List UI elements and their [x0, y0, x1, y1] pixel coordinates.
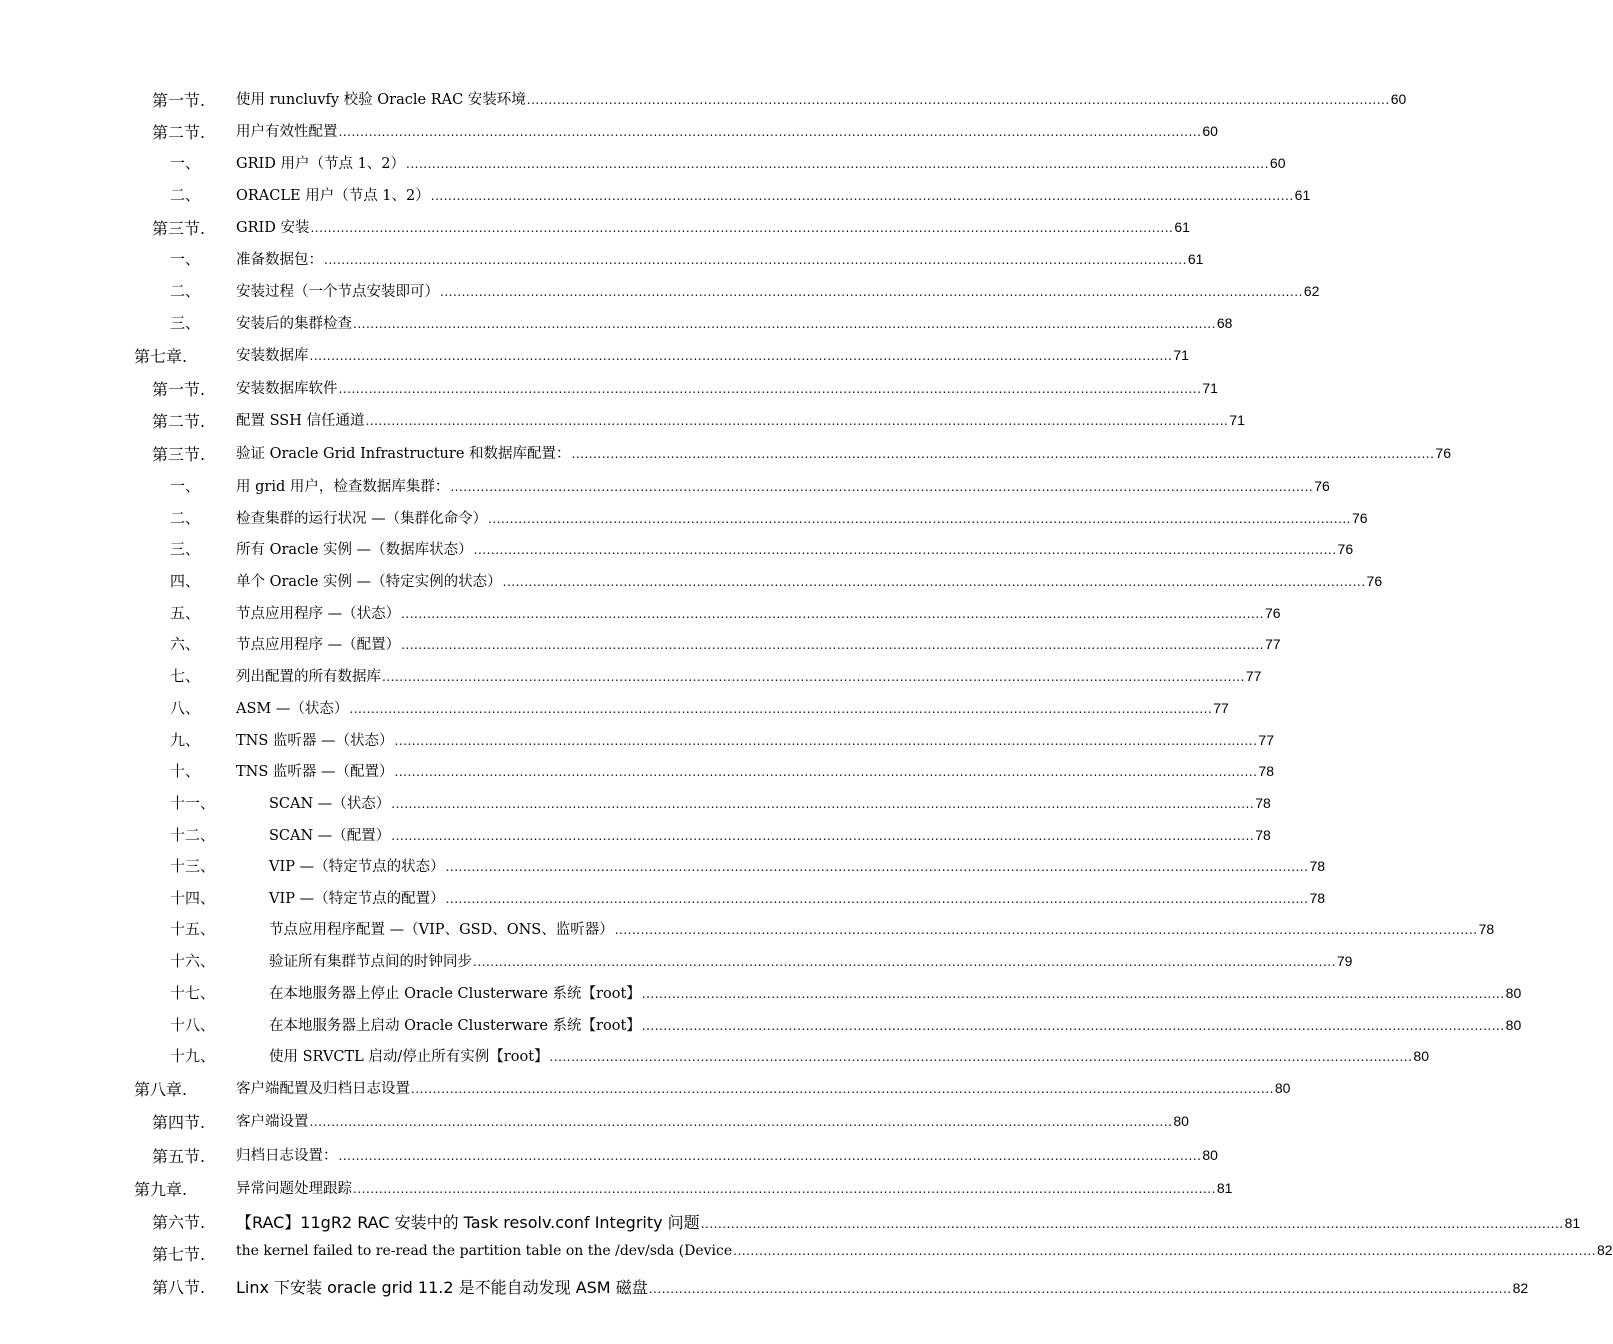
toc-entry-title[interactable]: 使用 SRVCTL 启动/停止所有实例【root】 [269, 1049, 549, 1065]
toc-entry-title[interactable]: the kernel failed to re-read the partition table on the /dev/sda (Device [236, 1243, 733, 1259]
toc-entry[interactable] [0, 117, 1218, 143]
dot-leader: ........................................................................................................................................................................................................ [445, 860, 1309, 874]
toc-entry-number: 一、 [170, 477, 201, 495]
dot-leader: ........................................................................................................................................................................................................ [430, 189, 1294, 203]
dot-leader: ........................................................................................................................................................................................................ [648, 1282, 1512, 1296]
toc-entry-title[interactable]: 在本地服务器上停止 Oracle Clusterware 系统【root】 [269, 986, 641, 1002]
toc-entry-page-number: 80 [1505, 1017, 1522, 1033]
toc-entry-number: 二、 [170, 186, 201, 204]
toc-entry-page-number: 71 [1202, 380, 1218, 396]
dot-leader: ........................................................................................................................................................................................................ [700, 1217, 1564, 1231]
toc-entry[interactable] [0, 309, 1233, 335]
toc-entry-page-number: 61 [1187, 251, 1204, 267]
toc-entry-page-number: 68 [1216, 315, 1233, 331]
dot-leader: ........................................................................................................................................................................................................ [401, 607, 1264, 621]
toc-entry-number: 第二节. [152, 123, 206, 142]
toc-entry-title[interactable]: 安装后的集群检查 [236, 316, 352, 332]
toc-entry-number: 一、 [170, 154, 201, 172]
toc-entry[interactable] [0, 599, 1281, 625]
dot-leader: ........................................................................................................................................................................................................ [440, 285, 1303, 299]
toc-entry-title[interactable]: 节点应用程序配置 —（VIP、GSD、ONS、监听器） [269, 922, 614, 938]
toc-entry-number: 第九章. [134, 1180, 188, 1199]
toc-entry-number: 四、 [170, 572, 201, 590]
toc-entry-title[interactable]: 异常问题处理跟踪 [236, 1181, 352, 1197]
toc-entry-page-number: 76 [1435, 445, 1451, 461]
toc-entry[interactable] [0, 821, 1271, 847]
dot-leader: ........................................................................................................................................................................................................ [614, 923, 1478, 937]
toc-entry-title[interactable]: 在本地服务器上启动 Oracle Clusterware 系统【root】 [269, 1018, 641, 1034]
toc-entry[interactable] [0, 535, 1354, 561]
toc-entry[interactable] [0, 245, 1204, 271]
toc-entry-number: 八、 [170, 699, 201, 717]
toc-entry-title[interactable]: 用 grid 用户，检查数据库集群： [236, 479, 450, 495]
toc-entry-page-number: 78 [1258, 763, 1274, 779]
toc-entry-title[interactable]: GRID 安装 [236, 220, 310, 236]
toc-entry[interactable] [0, 1207, 1581, 1233]
toc-entry[interactable] [0, 662, 1262, 688]
toc-entry[interactable] [0, 149, 1286, 175]
toc-entry-page-number: 82 [1512, 1280, 1529, 1296]
toc-entry-page-number: 80 [1274, 1080, 1291, 1096]
toc-entry-title[interactable]: 用户有效性配置 [236, 124, 338, 140]
toc-entry-number: 第八章. [134, 1080, 188, 1099]
toc-entry[interactable] [0, 1272, 1529, 1298]
dot-leader: ........................................................................................................................................................................................................ [488, 512, 1351, 526]
toc-entry-number: 第二节. [152, 412, 206, 431]
toc-entry-number: 第四节. [152, 1113, 206, 1132]
toc-entry[interactable] [0, 884, 1326, 910]
toc-entry-number: 十五、 [170, 920, 216, 938]
toc-entry-page-number: 77 [1258, 732, 1274, 748]
toc-entry-page-number: 81 [1564, 1215, 1581, 1231]
dot-leader: ........................................................................................................................................................................................................ [324, 253, 1187, 267]
toc-entry-number: 第三节. [152, 445, 206, 464]
toc-entry-page-number: 78 [1309, 858, 1326, 874]
toc-entry-page-number: 76 [1337, 541, 1354, 557]
dot-leader: ........................................................................................................................................................................................................ [445, 892, 1309, 906]
toc-entry-number: 第七章. [134, 347, 188, 366]
toc-entry-number: 十二、 [170, 826, 216, 844]
toc-entry[interactable] [0, 181, 1311, 207]
toc-entry-title[interactable]: SCAN —（状态） [269, 796, 391, 812]
toc-entry-number: 第三节. [152, 219, 206, 238]
dot-leader: ........................................................................................................................................................................................................ [382, 670, 1245, 684]
toc-entry-page-number: 71 [1229, 412, 1245, 428]
toc-entry-number: 三、 [170, 314, 201, 332]
dot-leader: ........................................................................................................................................................................................................ [391, 829, 1255, 843]
toc-entry[interactable] [0, 1107, 1189, 1133]
toc-entry[interactable] [0, 567, 1383, 593]
toc-entry[interactable] [0, 472, 1330, 498]
toc-entry-page-number: 76 [1265, 605, 1281, 621]
toc-entry-title[interactable]: 验证所有集群节点间的时钟同步 [269, 954, 472, 970]
toc-entry-page-number: 62 [1303, 283, 1320, 299]
toc-entry-page-number: 80 [1173, 1113, 1189, 1129]
toc-entry-number: 第七节. [152, 1245, 206, 1264]
toc-entry-title[interactable]: VIP —（特定节点的状态） [269, 859, 445, 875]
dot-leader: ........................................................................................................................................................................................................ [349, 702, 1213, 716]
toc-entry[interactable] [0, 726, 1274, 752]
toc-entry[interactable] [0, 915, 1495, 941]
toc-entry-title[interactable]: 客户端设置 [236, 1114, 309, 1130]
toc-entry-title[interactable]: 准备数据包： [236, 252, 323, 268]
dot-leader: ........................................................................................................................................................................................................ [353, 1182, 1216, 1196]
toc-entry[interactable] [0, 439, 1451, 465]
toc-entry-page-number: 78 [1478, 921, 1495, 937]
toc-entry-number: 二、 [170, 509, 201, 527]
toc-entry[interactable] [0, 694, 1229, 720]
toc-entry[interactable] [0, 85, 1407, 111]
dot-leader: ........................................................................................................................................................................................................ [411, 1082, 1274, 1096]
toc-entry-title[interactable]: 检查集群的运行状况 —（集群化命令） [236, 511, 488, 527]
toc-entry[interactable] [0, 341, 1189, 367]
toc-entry-number: 第一节. [152, 380, 206, 399]
toc-entry-title[interactable]: Linx 下安装 oracle grid 11.2 是不能自动发现 ASM 磁盘 [236, 1278, 648, 1297]
toc-entry[interactable] [0, 374, 1218, 400]
toc-entry-page-number: 61 [1294, 187, 1311, 203]
toc-entry-title[interactable]: ORACLE 用户（节点 1、2） [236, 188, 430, 204]
toc-entry-number: 十一、 [170, 794, 216, 812]
toc-entry-page-number: 78 [1309, 890, 1326, 906]
toc-entry-page-number: 76 [1352, 510, 1368, 526]
dot-leader: ........................................................................................................................................................................................................ [353, 317, 1216, 331]
toc-entry-page-number: 60 [1390, 91, 1407, 107]
toc-entry-page-number: 77 [1213, 700, 1229, 716]
toc-entry-page-number: 78 [1255, 795, 1271, 811]
toc-entry-number: 十六、 [170, 952, 216, 970]
toc-entry[interactable] [0, 789, 1271, 815]
dot-leader: ........................................................................................................................................................................................................ [406, 157, 1269, 171]
toc-entry[interactable] [0, 947, 1353, 973]
dot-leader: ........................................................................................................................................................................................................ [473, 955, 1336, 969]
dot-leader: ........................................................................................................................................................................................................ [309, 349, 1173, 363]
dot-leader: ........................................................................................................................................................................................................ [338, 382, 1202, 396]
toc-entry-title[interactable]: ASM —（状态） [236, 701, 349, 717]
toc-entry-page-number: 80 [1413, 1048, 1429, 1064]
toc-entry-number: 第八节. [152, 1278, 206, 1297]
toc-entry-number: 十九、 [170, 1047, 216, 1065]
dot-leader: ........................................................................................................................................................................................................ [526, 93, 1390, 107]
toc-entry-number: 第一节. [152, 91, 206, 110]
toc-entry[interactable] [0, 1239, 1613, 1265]
dot-leader: ........................................................................................................................................................................................................ [733, 1244, 1597, 1258]
toc-entry-title[interactable]: 使用 runcluvfy 校验 Oracle RAC 安装环境 [236, 92, 526, 108]
dot-leader: ........................................................................................................................................................................................................ [641, 1019, 1505, 1033]
dot-leader: ........................................................................................................................................................................................................ [391, 797, 1255, 811]
toc-entry-page-number: 77 [1245, 668, 1262, 684]
toc-entry-number: 第六节. [152, 1213, 206, 1232]
toc-entry-title[interactable]: 所有 Oracle 实例 —（数据库状态） [236, 542, 473, 558]
toc-entry-title[interactable]: 验证 Oracle Grid Infrastructure 和数据库配置： [236, 446, 571, 462]
toc-entry-page-number: 77 [1265, 636, 1281, 652]
toc-entry-number: 十、 [170, 762, 201, 780]
toc-entry-number: 十八、 [170, 1016, 216, 1034]
toc-entry-number: 第五节. [152, 1147, 206, 1166]
toc-entry-page-number: 60 [1202, 123, 1218, 139]
toc-entry-title[interactable]: 安装数据库软件 [236, 381, 338, 397]
toc-entry-page-number: 81 [1216, 1180, 1233, 1196]
toc-entry-page-number: 79 [1336, 953, 1353, 969]
toc-entry[interactable] [0, 277, 1320, 303]
toc-entry[interactable] [0, 1074, 1291, 1100]
dot-leader: ........................................................................................................................................................................................................ [450, 480, 1314, 494]
toc-entry[interactable] [0, 213, 1190, 239]
toc-entry-page-number: 76 [1366, 573, 1383, 589]
toc-entry[interactable] [0, 1174, 1233, 1200]
toc-entry-title[interactable]: 安装数据库 [236, 348, 309, 364]
dot-leader: ........................................................................................................................................................................................................ [549, 1050, 1413, 1064]
toc-entry-number: 一、 [170, 250, 201, 268]
dot-leader: ........................................................................................................................................................................................................ [473, 543, 1337, 557]
toc-entry-number: 三、 [170, 540, 201, 558]
toc-entry-title[interactable]: 列出配置的所有数据库 [236, 669, 381, 685]
toc-entry-title[interactable]: SCAN —（配置） [269, 828, 391, 844]
toc-entry-number: 十四、 [170, 889, 216, 907]
toc-entry-page-number: 78 [1255, 827, 1271, 843]
toc-entry-page-number: 76 [1314, 478, 1330, 494]
dot-leader: ........................................................................................................................................................................................................ [365, 414, 1229, 428]
toc-entry[interactable] [0, 1141, 1218, 1167]
toc-entry-title[interactable]: TNS 监听器 —（状态） [236, 733, 394, 749]
toc-entry-number: 十三、 [170, 857, 216, 875]
toc-entry-title[interactable]: 【RAC】11gR2 RAC 安装中的 Task resolv.conf Integrity 问题 [236, 1213, 700, 1232]
toc-entry-page-number: 82 [1597, 1242, 1613, 1258]
dot-leader: ........................................................................................................................................................................................................ [641, 987, 1505, 1001]
toc-entry[interactable] [0, 1042, 1429, 1068]
toc-entry-title[interactable]: 安装过程（一个节点安装即可） [236, 284, 439, 300]
toc-entry-number: 九、 [170, 731, 201, 749]
toc-entry-number: 五、 [170, 604, 201, 622]
toc-entry[interactable] [0, 979, 1522, 1005]
toc-entry[interactable] [0, 406, 1245, 432]
toc-entry-title[interactable]: 单个 Oracle 实例 —（特定实例的状态） [236, 574, 502, 590]
toc-entry-title[interactable]: 配置 SSH 信任通道 [236, 413, 365, 429]
toc-entry-title[interactable]: 客户端配置及归档日志设置 [236, 1081, 410, 1097]
toc-entry-title[interactable]: TNS 监听器 —（配置） [236, 764, 394, 780]
dot-leader: ........................................................................................................................................................................................................ [502, 575, 1366, 589]
toc-entry-page-number: 71 [1173, 347, 1189, 363]
toc-entry[interactable] [0, 630, 1281, 656]
toc-entry-title[interactable]: 归档日志设置： [236, 1148, 338, 1164]
dot-leader: ........................................................................................................................................................................................................ [338, 1149, 1202, 1163]
toc-entry-page-number: 61 [1174, 219, 1190, 235]
toc-entry[interactable] [0, 1011, 1522, 1037]
dot-leader: ........................................................................................................................................................................................................ [338, 125, 1202, 139]
toc-entry-title[interactable]: 节点应用程序 —（配置） [236, 637, 401, 653]
toc-entry[interactable] [0, 504, 1368, 530]
toc-entry-page-number: 80 [1505, 985, 1522, 1001]
toc-entry-number: 六、 [170, 635, 201, 653]
dot-leader: ........................................................................................................................................................................................................ [394, 765, 1258, 779]
toc-entry-number: 二、 [170, 282, 201, 300]
toc-entry-page-number: 80 [1202, 1147, 1218, 1163]
toc-entry[interactable] [0, 757, 1274, 783]
toc-entry-title[interactable]: VIP —（特定节点的配置） [269, 891, 445, 907]
toc-entry-page-number: 60 [1269, 155, 1286, 171]
toc-entry-number: 七、 [170, 667, 201, 685]
dot-leader: ........................................................................................................................................................................................................ [571, 447, 1435, 461]
toc-entry-title[interactable]: 节点应用程序 —（状态） [236, 606, 401, 622]
dot-leader: ........................................................................................................................................................................................................ [394, 734, 1258, 748]
dot-leader: ........................................................................................................................................................................................................ [310, 221, 1174, 235]
dot-leader: ........................................................................................................................................................................................................ [309, 1115, 1173, 1129]
toc-entry[interactable] [0, 852, 1326, 878]
toc-entry-number: 十七、 [170, 984, 216, 1002]
toc-entry-title[interactable]: GRID 用户（节点 1、2） [236, 156, 406, 172]
dot-leader: ........................................................................................................................................................................................................ [401, 638, 1264, 652]
